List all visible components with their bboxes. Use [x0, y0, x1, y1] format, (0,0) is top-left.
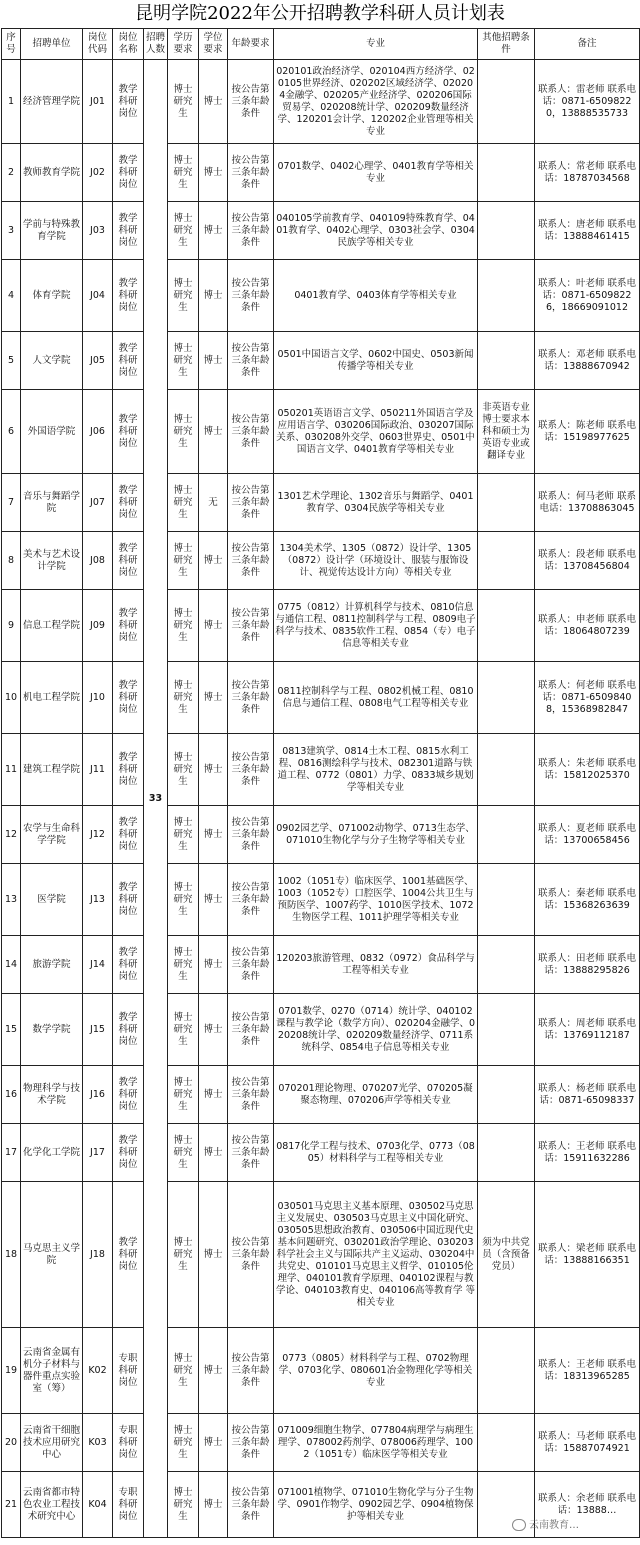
- cell-age: 按公告第三条年龄条件: [228, 260, 274, 332]
- cell-unit: 云南省金属有机分子材料与器件重点实验室（筹）: [21, 1328, 83, 1414]
- cell-code: K04: [83, 1472, 113, 1538]
- cell-note: 联系人：王老师 联系电话：18313965285: [535, 1328, 640, 1414]
- cell-major: 120203旅游管理、0832（0972）食品科学与工程等相关专业: [274, 936, 478, 994]
- cell-post: 教学科研岗位: [113, 260, 144, 332]
- cell-other: [478, 144, 535, 202]
- cell-note: 联系人：陈老师 联系电话：15198977625: [535, 390, 640, 474]
- cell-note: 联系人：常老师 联系电话：18787034568: [535, 144, 640, 202]
- table-row: [2, 332, 640, 390]
- table-row: [2, 1328, 640, 1414]
- cell-degree: 博士: [199, 260, 228, 332]
- header-row: [2, 29, 640, 60]
- table-row: [2, 202, 640, 260]
- cell-age: 按公告第三条年龄条件: [228, 1182, 274, 1328]
- cell-code: J05: [83, 332, 113, 390]
- cell-unit: 音乐与舞蹈学院: [21, 474, 83, 532]
- cell-code: J08: [83, 532, 113, 590]
- cell-seq: 5: [2, 332, 21, 390]
- table-row: [2, 532, 640, 590]
- cell-degree: 博士: [199, 144, 228, 202]
- cell-edu: 博士研究生: [168, 202, 199, 260]
- cell-seq: 16: [2, 1066, 21, 1124]
- cell-age: 按公告第三条年龄条件: [228, 1066, 274, 1124]
- cell-unit: 云南省干细胞技术应用研究中心: [21, 1414, 83, 1472]
- cell-edu: 博士研究生: [168, 864, 199, 936]
- cell-code: J02: [83, 144, 113, 202]
- cell-post: 教学科研岗位: [113, 474, 144, 532]
- cell-other: [478, 806, 535, 864]
- cell-code: J17: [83, 1124, 113, 1182]
- cell-degree: 无: [199, 474, 228, 532]
- cell-major: 071001植物学、071010生物化学与分子生物学、0901作物学、0902园艺学、0904植物保护等相关专业: [274, 1472, 478, 1538]
- cell-major: 0501中国语言文学、0602中国史、0503新闻传播学等相关专业: [274, 332, 478, 390]
- header-seq: 序号: [2, 29, 21, 60]
- cell-major: 0773（0805）材料科学与工程、0702物理学、0703化学、080601冶金物理化学等相关专业: [274, 1328, 478, 1414]
- cell-code: J04: [83, 260, 113, 332]
- cell-post: 教学科研岗位: [113, 864, 144, 936]
- cell-code: J13: [83, 864, 113, 936]
- header-major: 专业: [274, 29, 478, 60]
- table-row: [2, 864, 640, 936]
- recruitment-plan-table: [1, 28, 640, 1538]
- cell-degree: 博士: [199, 662, 228, 734]
- cell-other: [478, 1066, 535, 1124]
- cell-major: 050201英语语言文学、050211外国语言学及应用语言学、030206国际政治、030207国际关系、030208外交学、0603世界史、0501中国语言文学、0401教育学等相关专业: [274, 390, 478, 474]
- cell-major: 040105学前教育学、040109特殊教育学、0401教育学、0402心理学、0303社会学、0304民族学等相关专业: [274, 202, 478, 260]
- cell-degree: 博士: [199, 994, 228, 1066]
- header-count: 招聘人数: [144, 29, 168, 60]
- cell-edu: 博士研究生: [168, 1414, 199, 1472]
- cell-major: 030501马克思主义基本原理、030502马克思主义发展史、030503马克思主义中国化研究、030505思想政治教育、030506中国近现代史基本问题研究、030201政治学理论、030203科学社会主义与国际共产主义运动、030204中共党史、010101马克思主义哲学、010105伦理学、040101教育学原理、040102课程与教学论、040103教育史、040106高等教育学 等相关专业: [274, 1182, 478, 1328]
- cell-age: 按公告第三条年龄条件: [228, 202, 274, 260]
- table-row: [2, 1066, 640, 1124]
- cell-unit: 化学化工学院: [21, 1124, 83, 1182]
- cell-seq: 7: [2, 474, 21, 532]
- table-row: [2, 936, 640, 994]
- cell-other: [478, 994, 535, 1066]
- cell-age: 按公告第三条年龄条件: [228, 1124, 274, 1182]
- cell-note: 联系人：叶老师 联系电话：0871-65098226，18669091012: [535, 260, 640, 332]
- cell-major: 0701数学、0402心理学、0401教育学等相关专业: [274, 144, 478, 202]
- cell-note: 联系人：朱老师 联系电话：15812025370: [535, 734, 640, 806]
- cell-edu: 博士研究生: [168, 332, 199, 390]
- cell-age: 按公告第三条年龄条件: [228, 734, 274, 806]
- header-note: 备注: [535, 29, 640, 60]
- cell-note: 联系人：秦老师 联系电话：15368263639: [535, 864, 640, 936]
- table-row: [2, 390, 640, 474]
- cell-edu: 博士研究生: [168, 260, 199, 332]
- cell-degree: 博士: [199, 734, 228, 806]
- cell-post: 教学科研岗位: [113, 60, 144, 144]
- table-row: [2, 60, 640, 144]
- cell-degree: 博士: [199, 806, 228, 864]
- cell-post: 教学科研岗位: [113, 994, 144, 1066]
- cell-degree: 博士: [199, 936, 228, 994]
- cell-degree: 博士: [199, 1414, 228, 1472]
- cell-seq: 3: [2, 202, 21, 260]
- cell-post: 教学科研岗位: [113, 936, 144, 994]
- cell-code: J06: [83, 390, 113, 474]
- cell-edu: 博士研究生: [168, 532, 199, 590]
- cell-seq: 9: [2, 590, 21, 662]
- cell-degree: 博士: [199, 60, 228, 144]
- cell-edu: 博士研究生: [168, 662, 199, 734]
- cell-unit: 教师教育学院: [21, 144, 83, 202]
- cell-note: 联系人：王老师 联系电话：15911632286: [535, 1124, 640, 1182]
- cell-unit: 信息工程学院: [21, 590, 83, 662]
- cell-note: 联系人：马老师 联系电话：15887074921: [535, 1414, 640, 1472]
- cell-major: 1304美术学、1305（0872）设计学、1305（0872）设计学（环境设计、服装与服饰设计、视觉传达设计方向）等相关专业: [274, 532, 478, 590]
- cell-major: 070201理论物理、070207光学、070205凝聚态物理、070206声学等相关专业: [274, 1066, 478, 1124]
- cell-edu: 博士研究生: [168, 734, 199, 806]
- table-row: [2, 1182, 640, 1328]
- cell-degree: 博士: [199, 864, 228, 936]
- cell-unit: 美术与艺术设计学院: [21, 532, 83, 590]
- cell-major: 0701数学、0270（0714）统计学、040102课程与教学论（数学方向）、020204金融学、020208统计学、020209数量经济学、0711系统科学、0854电子信息等相关专业: [274, 994, 478, 1066]
- header-age: 年龄要求: [228, 29, 274, 60]
- watermark: [512, 1516, 579, 1531]
- cell-age: 按公告第三条年龄条件: [228, 590, 274, 662]
- cell-edu: 博士研究生: [168, 60, 199, 144]
- cell-code: J01: [83, 60, 113, 144]
- header-other: 其他招聘条件: [478, 29, 535, 60]
- cell-unit: 学前与特殊教育学院: [21, 202, 83, 260]
- cell-unit: 外国语学院: [21, 390, 83, 474]
- cell-seq: 20: [2, 1414, 21, 1472]
- cell-major: 071009细胞生物学、077804病理学与病理生理学、078002药剂学、078006药理学、1002（1051专）临床医学等相关专业: [274, 1414, 478, 1472]
- cell-other: [478, 590, 535, 662]
- cell-code: J15: [83, 994, 113, 1066]
- cell-seq: 12: [2, 806, 21, 864]
- cell-note: 联系人：田老师 联系电话：13888295826: [535, 936, 640, 994]
- cell-note: 联系人：何马老师 联系电话：13708863045: [535, 474, 640, 532]
- header-edu: 学历要求: [168, 29, 199, 60]
- wechat-icon: [512, 1519, 526, 1531]
- cell-seq: 6: [2, 390, 21, 474]
- cell-other: [478, 202, 535, 260]
- cell-code: J14: [83, 936, 113, 994]
- cell-post: 教学科研岗位: [113, 662, 144, 734]
- cell-major: 0401教育学、0403体育学等相关专业: [274, 260, 478, 332]
- cell-note: 联系人：梁老师 联系电话：13888166351: [535, 1182, 640, 1328]
- cell-age: 按公告第三条年龄条件: [228, 332, 274, 390]
- cell-other: 非英语专业博士要求本科和硕士为英语专业或翻译专业: [478, 390, 535, 474]
- cell-other: [478, 60, 535, 144]
- cell-seq: 2: [2, 144, 21, 202]
- cell-seq: 4: [2, 260, 21, 332]
- cell-degree: 博士: [199, 1066, 228, 1124]
- cell-other: [478, 662, 535, 734]
- cell-seq: 8: [2, 532, 21, 590]
- cell-code: J09: [83, 590, 113, 662]
- cell-code: J07: [83, 474, 113, 532]
- cell-note: 联系人：唐老师 联系电话：13888461415: [535, 202, 640, 260]
- cell-degree: 博士: [199, 1472, 228, 1538]
- cell-edu: 博士研究生: [168, 1182, 199, 1328]
- cell-post: 教学科研岗位: [113, 1182, 144, 1328]
- cell-unit: 机电工程学院: [21, 662, 83, 734]
- cell-post: 专职科研岗位: [113, 1472, 144, 1538]
- cell-degree: 博士: [199, 332, 228, 390]
- table-row: [2, 994, 640, 1066]
- cell-age: 按公告第三条年龄条件: [228, 806, 274, 864]
- cell-unit: 马克思主义学院: [21, 1182, 83, 1328]
- header-unit: 招聘单位: [21, 29, 83, 60]
- cell-seq: 19: [2, 1328, 21, 1414]
- cell-post: 教学科研岗位: [113, 144, 144, 202]
- cell-post: 教学科研岗位: [113, 806, 144, 864]
- cell-age: 按公告第三条年龄条件: [228, 662, 274, 734]
- cell-unit: 人文学院: [21, 332, 83, 390]
- cell-post: 教学科研岗位: [113, 1066, 144, 1124]
- cell-post: 教学科研岗位: [113, 590, 144, 662]
- cell-edu: 博士研究生: [168, 936, 199, 994]
- cell-code: J11: [83, 734, 113, 806]
- cell-unit: 云南省都市特色农业工程技术研究中心: [21, 1472, 83, 1538]
- cell-major: 020101政治经济学、020104西方经济学、020105世界经济、020202区域经济学、020204金融学、020205产业经济学、020206国际贸易学、020208统计学、020209数量经济学、120201会计学、120202企业管理等相关专业: [274, 60, 478, 144]
- table-row: [2, 734, 640, 806]
- cell-age: 按公告第三条年龄条件: [228, 994, 274, 1066]
- cell-age: 按公告第三条年龄条件: [228, 1328, 274, 1414]
- cell-degree: 博士: [199, 1328, 228, 1414]
- cell-seq: 21: [2, 1472, 21, 1538]
- cell-degree: 博士: [199, 590, 228, 662]
- table-row: [2, 662, 640, 734]
- cell-note: 联系人：杨老师 联系电话：0871-65098337: [535, 1066, 640, 1124]
- cell-post: 教学科研岗位: [113, 202, 144, 260]
- cell-seq: 10: [2, 662, 21, 734]
- table-row: [2, 590, 640, 662]
- cell-age: 按公告第三条年龄条件: [228, 864, 274, 936]
- cell-degree: 博士: [199, 532, 228, 590]
- cell-seq: 14: [2, 936, 21, 994]
- cell-edu: 博士研究生: [168, 390, 199, 474]
- cell-total-count: 33: [144, 60, 168, 1538]
- cell-age: 按公告第三条年龄条件: [228, 390, 274, 474]
- table-row: [2, 260, 640, 332]
- cell-other: [478, 474, 535, 532]
- cell-other: [478, 332, 535, 390]
- cell-post: 教学科研岗位: [113, 390, 144, 474]
- cell-note: 联系人：夏老师 联系电话：13700658456: [535, 806, 640, 864]
- cell-unit: 农学与生命科学学院: [21, 806, 83, 864]
- cell-age: 按公告第三条年龄条件: [228, 144, 274, 202]
- cell-other: [478, 532, 535, 590]
- cell-age: 按公告第三条年龄条件: [228, 1414, 274, 1472]
- header-post: 岗位名称: [113, 29, 144, 60]
- cell-note: 联系人：雷老师 联系电话：0871-65098220，13888535733: [535, 60, 640, 144]
- cell-degree: 博士: [199, 390, 228, 474]
- cell-unit: 建筑工程学院: [21, 734, 83, 806]
- cell-degree: 博士: [199, 202, 228, 260]
- cell-code: K02: [83, 1328, 113, 1414]
- table-row: [2, 1124, 640, 1182]
- watermark-text: 云南教育…: [529, 1520, 579, 1531]
- cell-seq: 18: [2, 1182, 21, 1328]
- table-row: [2, 144, 640, 202]
- cell-major: 0813建筑学、0814土木工程、0815水利工程、0816测绘科学与技术、082301道路与铁道工程、0772（0801）力学、0833城乡规划学等相关专业: [274, 734, 478, 806]
- table-row: [2, 1414, 640, 1472]
- cell-other: [478, 260, 535, 332]
- table-row: [2, 806, 640, 864]
- cell-unit: 物理科学与技术学院: [21, 1066, 83, 1124]
- cell-note: 联系人：周老师 联系电话：13769112187: [535, 994, 640, 1066]
- header-degree: 学位要求: [199, 29, 228, 60]
- cell-edu: 博士研究生: [168, 474, 199, 532]
- cell-unit: 医学院: [21, 864, 83, 936]
- cell-edu: 博士研究生: [168, 1124, 199, 1182]
- cell-code: J12: [83, 806, 113, 864]
- cell-major: 0775（0812）计算机科学与技术、0810信息与通信工程、0811控制科学与工程、0809电子科学与技术、0835软件工程、0854（专）电子信息等相关专业: [274, 590, 478, 662]
- cell-unit: 经济管理学院: [21, 60, 83, 144]
- cell-unit: 数学学院: [21, 994, 83, 1066]
- cell-code: J03: [83, 202, 113, 260]
- cell-edu: 博士研究生: [168, 806, 199, 864]
- cell-post: 教学科研岗位: [113, 1124, 144, 1182]
- cell-code: K03: [83, 1414, 113, 1472]
- cell-age: 按公告第三条年龄条件: [228, 60, 274, 144]
- cell-age: 按公告第三条年龄条件: [228, 1472, 274, 1538]
- cell-code: J18: [83, 1182, 113, 1328]
- cell-other: [478, 1414, 535, 1472]
- cell-unit: 体育学院: [21, 260, 83, 332]
- cell-post: 专职科研岗位: [113, 1328, 144, 1414]
- cell-major: 0811控制科学与工程、0802机械工程、0810信息与通信工程、0808电气工程等相关专业: [274, 662, 478, 734]
- cell-note: 联系人：申老师 联系电话：18064807239: [535, 590, 640, 662]
- cell-seq: 1: [2, 60, 21, 144]
- cell-post: 教学科研岗位: [113, 532, 144, 590]
- cell-other: [478, 734, 535, 806]
- cell-major: 1002（1051专）临床医学、1001基础医学、1003（1052专）口腔医学、1004公共卫生与预防医学、1007药学、1010医学技术、1072生物医学工程、1011护理学等相关专业: [274, 864, 478, 936]
- cell-edu: 博士研究生: [168, 1472, 199, 1538]
- cell-post: 教学科研岗位: [113, 332, 144, 390]
- cell-note: 联系人：余老师 联系电话：13888…: [535, 1472, 640, 1538]
- cell-code: J16: [83, 1066, 113, 1124]
- cell-unit: 旅游学院: [21, 936, 83, 994]
- cell-degree: 博士: [199, 1182, 228, 1328]
- header-code: 岗位代码: [83, 29, 113, 60]
- cell-other: 须为中共党员（含预备党员）: [478, 1182, 535, 1328]
- cell-age: 按公告第三条年龄条件: [228, 936, 274, 994]
- cell-edu: 博士研究生: [168, 994, 199, 1066]
- cell-major: 1301艺术学理论、1302音乐与舞蹈学、0401教育学、0304民族学等相关专业: [274, 474, 478, 532]
- cell-note: 联系人：段老师 联系电话：13708456804: [535, 532, 640, 590]
- cell-major: 0902园艺学、071002动物学、0713生态学、071010生物化学与分子生物学等相关专业: [274, 806, 478, 864]
- cell-edu: 博士研究生: [168, 144, 199, 202]
- cell-other: [478, 936, 535, 994]
- cell-seq: 17: [2, 1124, 21, 1182]
- cell-note: 联系人：何老师 联系电话：0871-65098408，15368982847: [535, 662, 640, 734]
- cell-post: 专职科研岗位: [113, 1414, 144, 1472]
- cell-age: 按公告第三条年龄条件: [228, 532, 274, 590]
- cell-other: [478, 864, 535, 936]
- cell-seq: 15: [2, 994, 21, 1066]
- table-row: [2, 474, 640, 532]
- cell-edu: 博士研究生: [168, 1328, 199, 1414]
- cell-major: 0817化学工程与技术、0703化学、0773（0805）材料科学与工程等相关专业: [274, 1124, 478, 1182]
- page-title: 昆明学院2022年公开招聘教学科研人员计划表: [135, 3, 505, 24]
- cell-other: [478, 1328, 535, 1414]
- cell-post: 教学科研岗位: [113, 734, 144, 806]
- cell-note: 联系人：邓老师 联系电话：13888670942: [535, 332, 640, 390]
- cell-edu: 博士研究生: [168, 590, 199, 662]
- cell-age: 按公告第三条年龄条件: [228, 474, 274, 532]
- cell-degree: 博士: [199, 1124, 228, 1182]
- cell-seq: 13: [2, 864, 21, 936]
- cell-other: [478, 1124, 535, 1182]
- cell-seq: 11: [2, 734, 21, 806]
- cell-edu: 博士研究生: [168, 1066, 199, 1124]
- cell-code: J10: [83, 662, 113, 734]
